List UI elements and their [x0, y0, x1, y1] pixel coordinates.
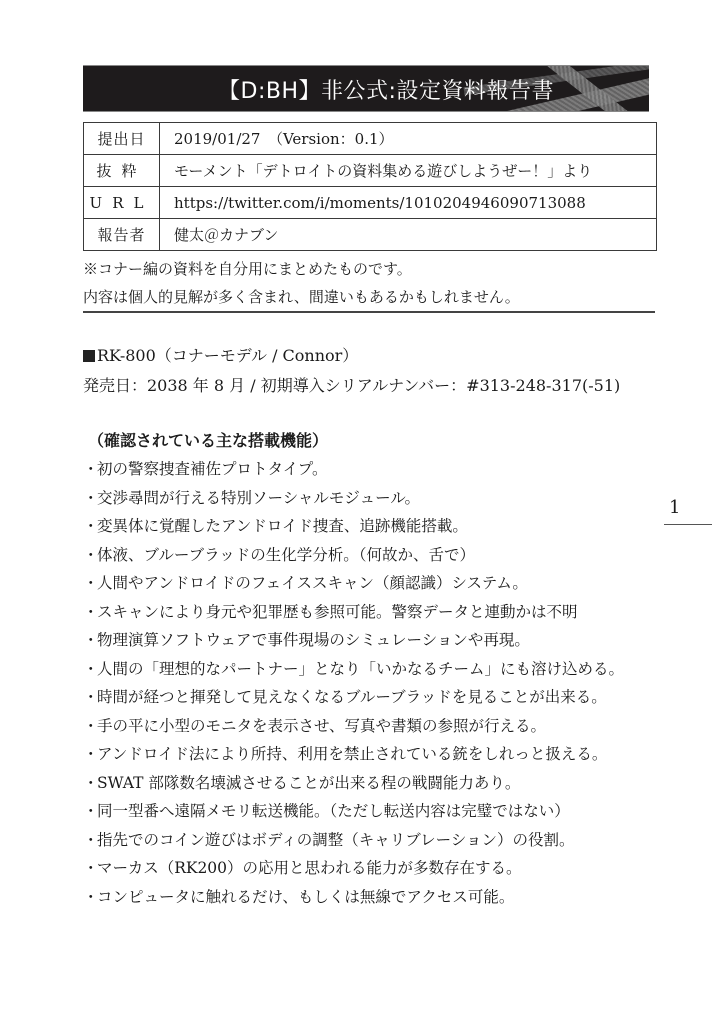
- bullet-icon: ・: [83, 460, 99, 478]
- features-heading: （確認されている主な搭載機能）: [88, 431, 329, 450]
- bullet-icon: ・: [83, 545, 99, 564]
- bullet-icon: ・: [83, 859, 99, 877]
- title-banner: [83, 65, 649, 112]
- row-label-url: URL: [84, 187, 160, 219]
- list-item: ・初の警察捜査補佐プロトタイプ。: [83, 455, 624, 484]
- page-number: 1: [669, 497, 681, 518]
- list-item: ・時間が経つと揮発して見えなくなるブルーブラッドを見ることが出来る。: [83, 683, 624, 712]
- divider: [83, 311, 655, 313]
- list-item: ・スキャンにより身元や犯罪歴も参照可能。警察データと連動かは不明: [83, 598, 624, 627]
- list-item: ・手の平に小型のモニタを表示させ、写真や書類の参照が行える。: [83, 712, 624, 741]
- bullet-icon: ・: [83, 887, 99, 906]
- list-item: ・同一型番へ遠隔メモリ転送機能。（ただし転送内容は完璧ではない）: [83, 797, 624, 826]
- list-item: ・指先でのコイン遊びはボディの調整（キャリブレーション）の役割。: [83, 826, 624, 855]
- row-label-reporter: 報告者: [84, 219, 160, 251]
- row-label-submitted: 提出日: [84, 123, 160, 155]
- table-row: [84, 219, 657, 251]
- square-bullet-icon: [83, 350, 95, 362]
- bullet-icon: ・: [83, 688, 99, 706]
- list-item: ・交渉尋問が行える特別ソーシャルモジュール。: [83, 484, 624, 513]
- bullet-icon: ・: [83, 716, 99, 735]
- bullet-icon: ・: [83, 602, 99, 621]
- table-row: [84, 187, 657, 219]
- features-list: [83, 455, 624, 911]
- bullet-icon: ・: [83, 574, 99, 592]
- list-item: ・コンピュータに触れるだけ、もしくは無線でアクセス可能。: [83, 883, 624, 912]
- row-value-reporter: 健太＠カナブン: [160, 219, 657, 251]
- page-number-rule: [664, 524, 712, 525]
- bullet-icon: ・: [83, 830, 99, 849]
- list-item: ・人間の「理想的なパートナー」となり「いかなるチーム」にも溶け込める。: [83, 655, 624, 684]
- row-value-submitted: 2019/01/27 （Version：0.1）: [160, 123, 657, 155]
- list-item: ・アンドロイド法により所持、利用を禁止されている銃をしれっと扱える。: [83, 740, 624, 769]
- list-item: ・物理演算ソフトウェアで事件現場のシミュレーションや再現。: [83, 626, 624, 655]
- metadata-table: [83, 122, 657, 251]
- bullet-icon: ・: [83, 773, 99, 792]
- row-label-excerpt: 抜粋: [84, 155, 160, 187]
- list-item: ・マーカス（RK200）の応用と思われる能力が多数存在する。: [83, 854, 624, 883]
- list-item: ・SWAT 部隊数名壊滅させることが出来る程の戦闘能力あり。: [83, 769, 624, 798]
- list-item: ・人間やアンドロイドのフェイススキャン（顔認識）システム。: [83, 569, 624, 598]
- bullet-icon: ・: [83, 517, 99, 535]
- bullet-icon: ・: [83, 802, 99, 820]
- bullet-icon: ・: [83, 745, 99, 763]
- release-info: 発売日：2038 年 8 月 / 初期導入シリアルナンバー：#313-248-317(-51): [83, 376, 621, 395]
- note-line: 内容は個人的見解が多く含まれ、間違いもあるかもしれません。: [83, 288, 520, 306]
- table-row: [84, 155, 657, 187]
- bullet-icon: ・: [83, 488, 99, 507]
- row-value-excerpt: モーメント「デトロイトの資料集める遊びしようぜー！」より: [160, 155, 657, 187]
- note-line: ※コナー編の資料を自分用にまとめたものです。: [83, 260, 412, 278]
- table-row: [84, 123, 657, 155]
- section-heading-text: RK-800（コナーモデル / Connor）: [97, 346, 359, 365]
- row-value-url[interactable]: https://twitter.com/i/moments/1010204946090713088: [160, 187, 657, 219]
- bullet-icon: ・: [83, 631, 99, 649]
- list-item: ・体液、ブルーブラッドの生化学分析。（何故か、舌で）: [83, 541, 624, 570]
- document-title: 【D:BH】非公式:設定資料報告書: [218, 79, 554, 104]
- bullet-icon: ・: [83, 659, 99, 678]
- list-item: ・変異体に覚醒したアンドロイド捜査、追跡機能搭載。: [83, 512, 624, 541]
- section-heading: [83, 343, 358, 366]
